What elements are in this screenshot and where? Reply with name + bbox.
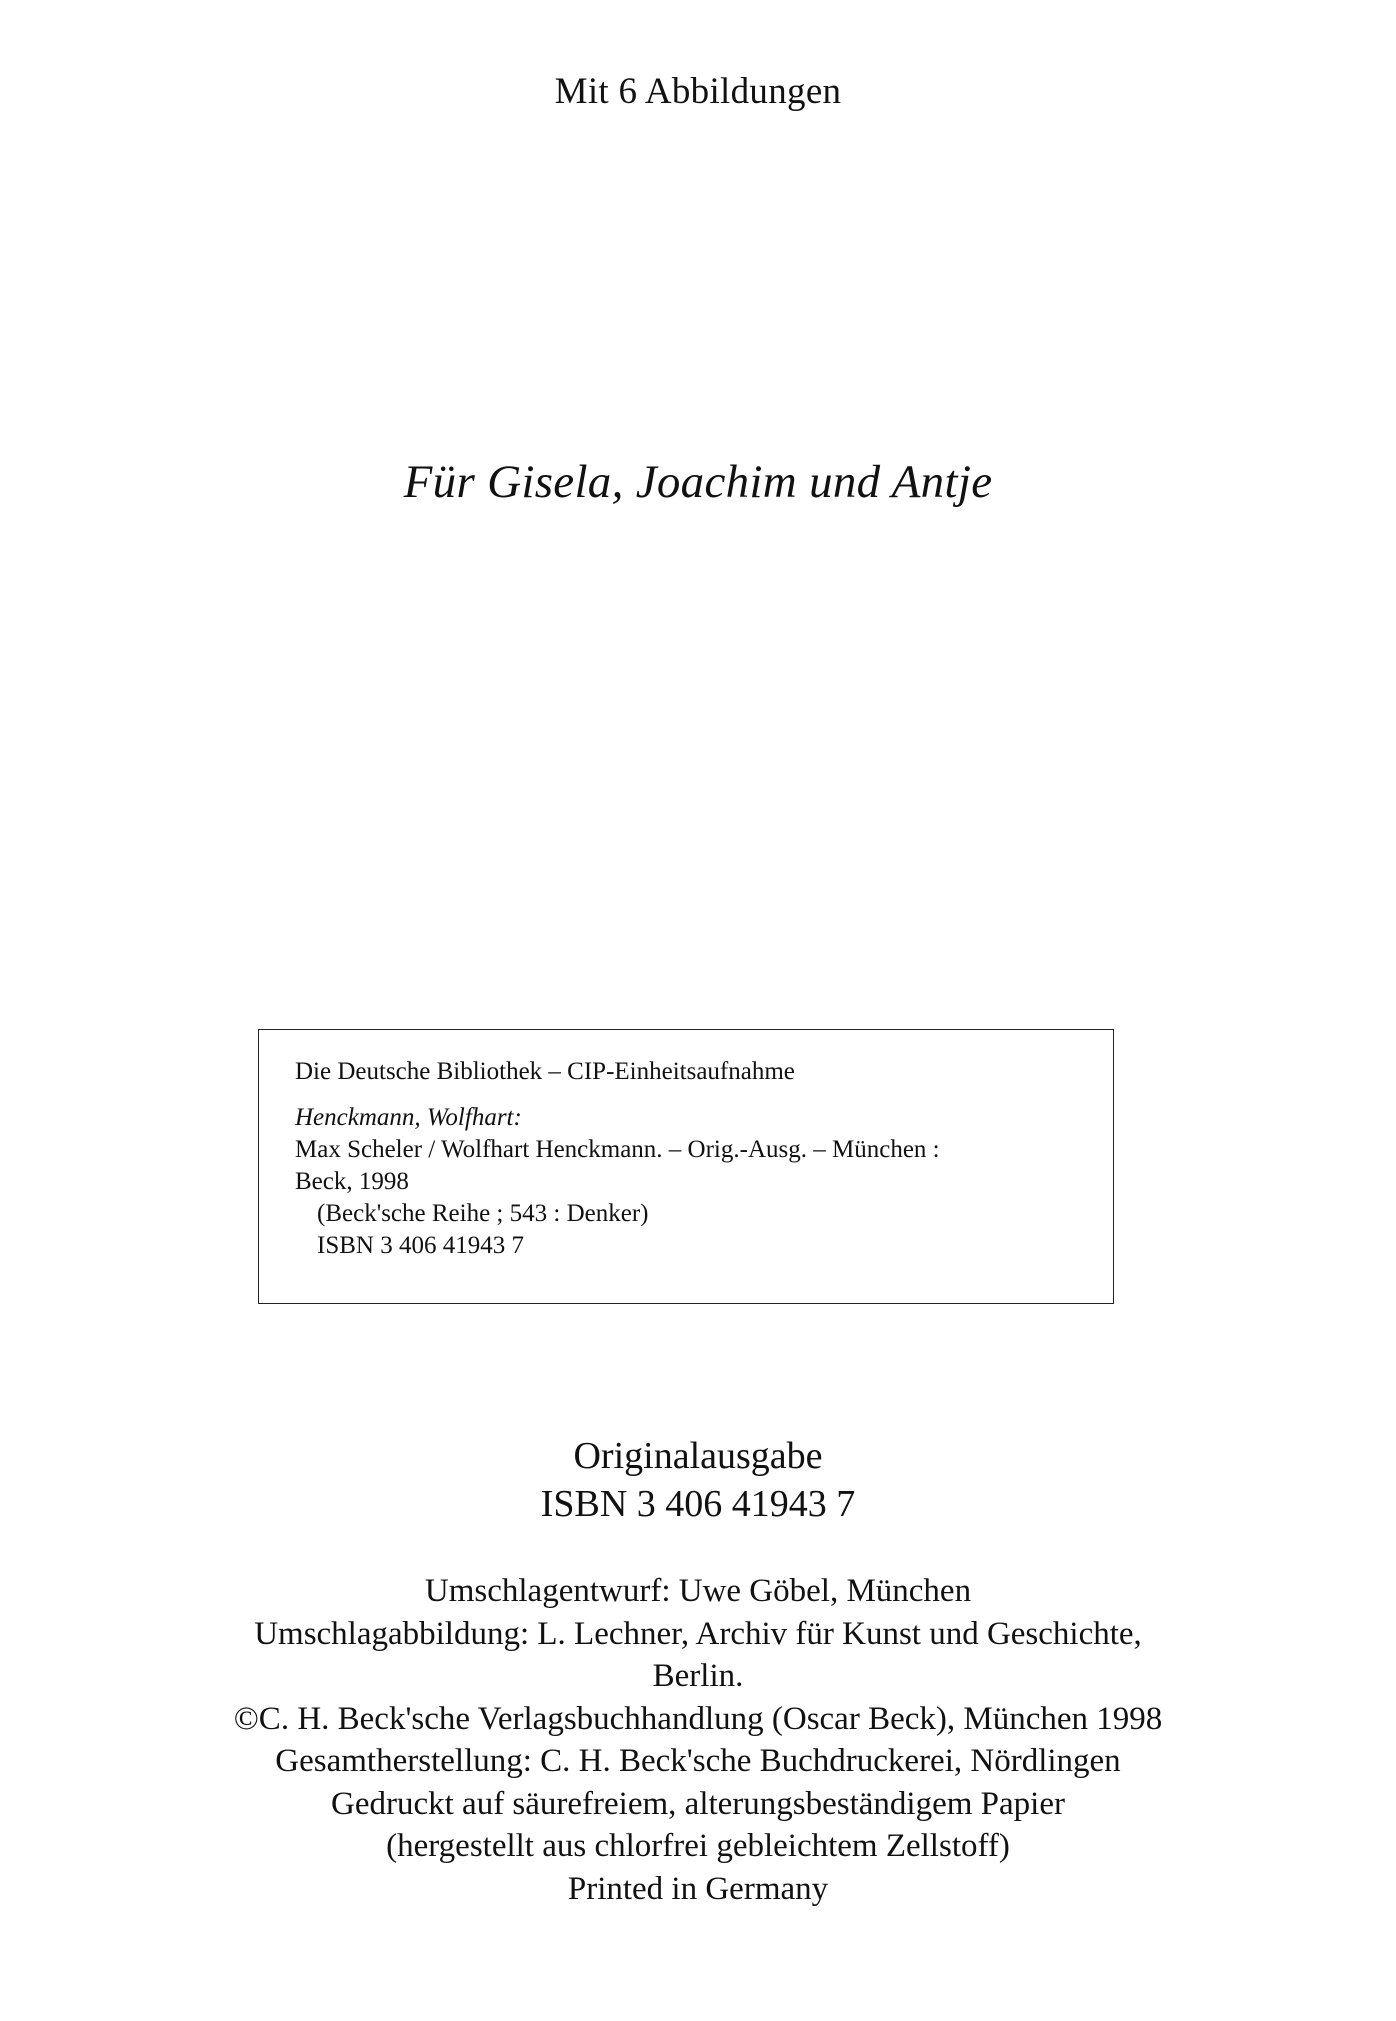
edition-block (0, 1432, 1396, 1528)
cip-record-box (258, 1029, 1114, 1304)
dedication: Für Gisela, Joachim und Antje (403, 456, 993, 508)
illustrations-note: Mit 6 Abbildungen (554, 71, 842, 112)
credit-line: Umschlagentwurf: Uwe Göbel, München (424, 1573, 972, 1609)
credit-line: Umschlagabbildung: L. Lechner, Archiv für Kunst und Geschichte, (254, 1615, 1142, 1652)
cip-series: (Beck'sche Reihe ; 543 : Denker) (317, 1200, 649, 1227)
cip-heading: Die Deutsche Bibliothek – CIP-Einheitsaufnahme (295, 1058, 795, 1085)
credit-line: (hergestellt aus chlorfrei gebleichtem Zellstoff) (386, 1828, 1010, 1864)
copyright-line: ©C. H. Beck'sche Verlagsbuchhandlung (Oscar Beck), München 1998 (233, 1700, 1163, 1737)
cip-title-line-2: Beck, 1998 (295, 1168, 409, 1195)
cip-isbn: ISBN 3 406 41943 7 (317, 1232, 524, 1259)
credit-line: Gesamtherstellung: C. H. Beck'sche Buchdruckerei, Nördlingen (275, 1743, 1121, 1779)
edition-label: Originalausgabe (573, 1435, 823, 1477)
printed-in-line: Printed in Germany (567, 1870, 829, 1907)
edition-isbn: ISBN 3 406 41943 7 (540, 1483, 856, 1525)
credit-line: Gedruckt auf säurefreiem, alterungsbeständigem Papier (331, 1785, 1065, 1822)
cip-author: Henckmann, Wolfhart: (295, 1104, 522, 1131)
credit-line: Berlin. (652, 1658, 744, 1694)
credits-block (0, 1570, 1396, 1910)
cip-title-line-1: Max Scheler / Wolfhart Henckmann. – Orig.-Ausg. – München : (295, 1136, 940, 1163)
